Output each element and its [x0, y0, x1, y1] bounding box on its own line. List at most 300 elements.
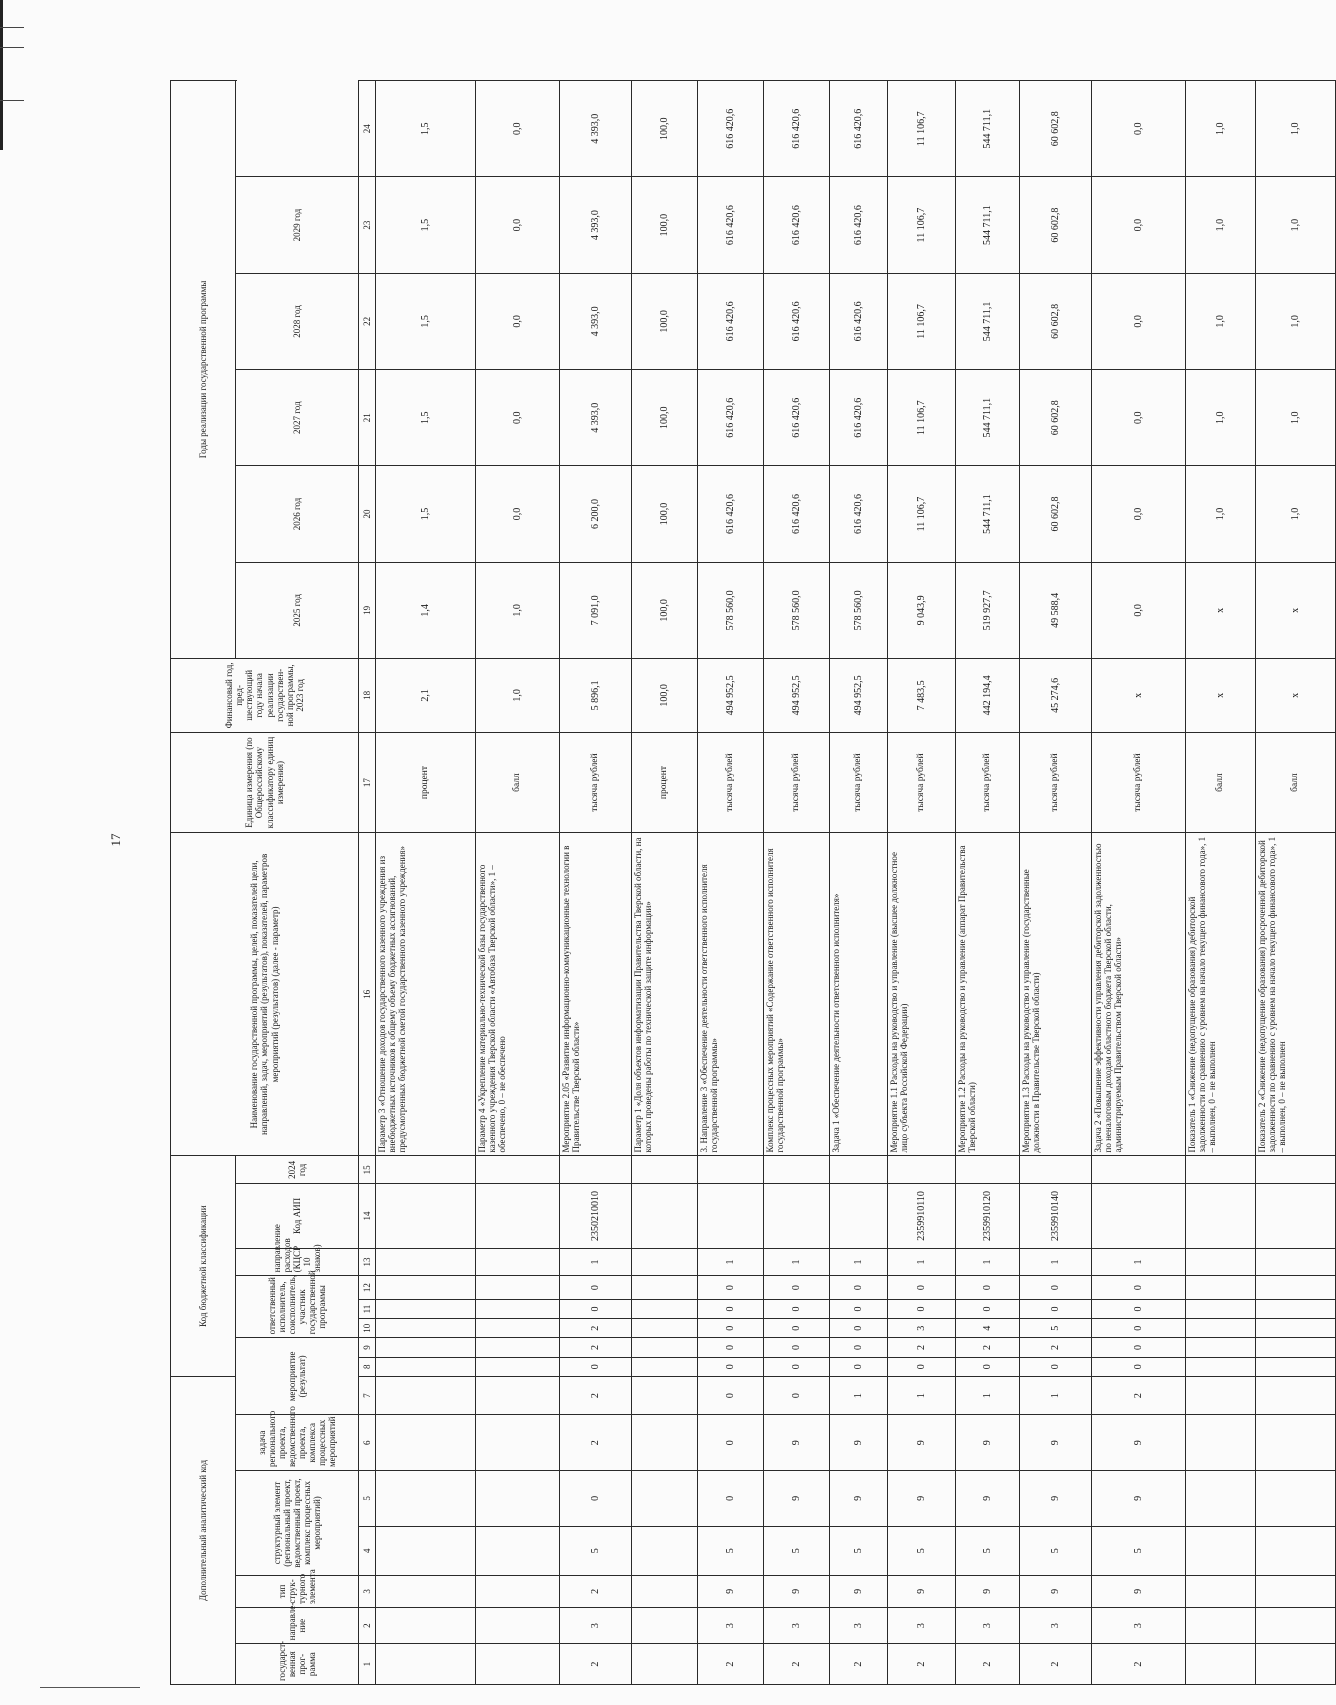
- table-row: [956, 81, 1020, 1685]
- code-cell: 9: [1020, 1575, 1092, 1607]
- scan-line: [0, 100, 24, 101]
- column-index: 11: [359, 1299, 376, 1318]
- code-cell: 0: [956, 1299, 1020, 1318]
- table-row: [1020, 81, 1092, 1685]
- fin-year-value-cell: 7 483,5: [888, 658, 956, 732]
- name-cell: Показатель 2 «Снижение (недопущение образования) просроченной дебиторской задолженности по сравнению с уровнем на начало текущего финансового года», 1 – выполнен, 0 – не выполнен: [1256, 833, 1336, 1156]
- code-cell: [1256, 1575, 1336, 1607]
- header-aip: Код АИП: [236, 1184, 359, 1248]
- year-value-cell: х: [1186, 562, 1256, 658]
- code-cell: [632, 1575, 698, 1607]
- code-cell: 1: [1020, 1248, 1092, 1276]
- column-index: 24: [359, 81, 376, 177]
- code-cell: [956, 1156, 1020, 1184]
- code-cell: 2359910140: [1020, 1184, 1092, 1248]
- scan-line: [40, 1687, 140, 1688]
- code-cell: 0: [888, 1357, 956, 1376]
- code-cell: 1: [956, 1376, 1020, 1415]
- code-cell: [376, 1184, 476, 1248]
- year-value-cell: 1,0: [1256, 466, 1336, 562]
- header-struct-element: структурный элемент (региональный проект, ведомственный проект, комплекс процессных мероприятий): [236, 1471, 359, 1576]
- header-task: задача регионального проекта, ведомственного проекта, комплекса процессных мероприятий: [236, 1415, 359, 1471]
- table-row: [1186, 81, 1256, 1685]
- fin-year-value-cell: 45 274,6: [1020, 658, 1092, 732]
- code-cell: 0: [1092, 1276, 1186, 1300]
- code-cell: 0: [764, 1357, 830, 1376]
- column-index: 7: [359, 1376, 376, 1415]
- code-cell: [476, 1184, 560, 1248]
- year-value-cell: 616 420,6: [698, 81, 764, 177]
- header-group-analytic: Дополнительный аналитический код: [171, 1376, 236, 1684]
- name-cell: 3. Направление 3 «Обеспечение деятельности ответственного исполнителя государственной программы»: [698, 833, 764, 1156]
- code-cell: 2: [560, 1319, 632, 1338]
- code-cell: 9: [956, 1471, 1020, 1527]
- code-cell: 0: [698, 1471, 764, 1527]
- year-value-cell: 616 420,6: [830, 370, 888, 466]
- year-value-cell: 11 106,7: [888, 273, 956, 369]
- code-cell: 0: [888, 1299, 956, 1318]
- code-cell: 9: [1020, 1471, 1092, 1527]
- code-cell: [376, 1526, 476, 1575]
- column-index: 19: [359, 562, 376, 658]
- code-cell: 2350210010: [560, 1184, 632, 1248]
- code-cell: [632, 1319, 698, 1338]
- code-cell: 3: [888, 1319, 956, 1338]
- scan-line: [0, 47, 24, 48]
- unit-cell: тысяча рублей: [560, 732, 632, 833]
- code-cell: [376, 1607, 476, 1643]
- code-cell: 0: [1092, 1338, 1186, 1357]
- unit-cell: процент: [632, 732, 698, 833]
- header-year: 2027 год: [236, 370, 359, 466]
- code-cell: [1256, 1156, 1336, 1184]
- code-cell: [476, 1156, 560, 1184]
- code-cell: [888, 1156, 956, 1184]
- name-cell: Мероприятие 1.3 Расходы на руководство и управление (государственные должности в Правительстве Тверской области): [1020, 833, 1092, 1156]
- page-number: 17: [108, 833, 123, 847]
- code-cell: [1256, 1376, 1336, 1415]
- code-cell: 2: [560, 1415, 632, 1471]
- year-value-cell: 1,0: [1186, 370, 1256, 466]
- year-value-cell: 4 393,0: [560, 177, 632, 273]
- code-cell: 1: [956, 1248, 1020, 1276]
- code-cell: [1186, 1276, 1256, 1300]
- code-cell: [1186, 1338, 1256, 1357]
- year-value-cell: 100,0: [632, 81, 698, 177]
- code-cell: [698, 1156, 764, 1184]
- unit-cell: тысяча рублей: [956, 732, 1020, 833]
- code-cell: [476, 1299, 560, 1318]
- code-cell: 0: [560, 1357, 632, 1376]
- code-cell: [632, 1376, 698, 1415]
- code-cell: [764, 1184, 830, 1248]
- code-cell: 2: [560, 1644, 632, 1685]
- code-cell: 5: [1020, 1319, 1092, 1338]
- code-cell: 2: [956, 1644, 1020, 1685]
- header-program: государст-венная прог-рамма: [236, 1644, 359, 1685]
- code-cell: 4: [956, 1319, 1020, 1338]
- code-cell: 0: [764, 1299, 830, 1318]
- year-value-cell: 100,0: [632, 370, 698, 466]
- year-value-cell: 60 602,8: [1020, 466, 1092, 562]
- year-value-cell: 100,0: [632, 466, 698, 562]
- column-index: 18: [359, 658, 376, 732]
- unit-cell: балл: [1186, 732, 1256, 833]
- year-value-cell: 6 200,0: [560, 466, 632, 562]
- code-cell: [376, 1299, 476, 1318]
- table-body: [376, 81, 1336, 1685]
- code-cell: 2: [560, 1338, 632, 1357]
- year-value-cell: 1,5: [376, 177, 476, 273]
- code-cell: 9: [1092, 1415, 1186, 1471]
- column-index: 1: [359, 1644, 376, 1685]
- scan-edge-mark: [0, 0, 3, 150]
- code-cell: 9: [830, 1415, 888, 1471]
- code-cell: 1: [888, 1248, 956, 1276]
- code-cell: 3: [560, 1607, 632, 1643]
- code-cell: [376, 1248, 476, 1276]
- table-row: [1256, 81, 1336, 1685]
- year-value-cell: 616 420,6: [830, 466, 888, 562]
- unit-cell: тысяча рублей: [698, 732, 764, 833]
- fin-year-value-cell: 2,1: [376, 658, 476, 732]
- code-cell: [560, 1156, 632, 1184]
- year-value-cell: 616 420,6: [764, 81, 830, 177]
- code-cell: 2: [698, 1644, 764, 1685]
- name-cell: Задача 2 «Повышение эффективности управления дебиторской задолженностью по неналоговым доходам областного бюджета Тверской области, администрируемым Правительством Тверской области»: [1092, 833, 1186, 1156]
- code-cell: 2: [1092, 1376, 1186, 1415]
- fin-year-value-cell: х: [1092, 658, 1186, 732]
- code-cell: 1: [888, 1376, 956, 1415]
- fin-year-value-cell: 442 194,4: [956, 658, 1020, 732]
- code-cell: 5: [764, 1526, 830, 1575]
- year-value-cell: 1,0: [1256, 81, 1336, 177]
- year-value-cell: 0,0: [476, 466, 560, 562]
- header-group-years: Годы реализации государственной программы: [171, 81, 236, 659]
- year-value-cell: 544 711,1: [956, 370, 1020, 466]
- code-cell: 1: [698, 1248, 764, 1276]
- header-executor: ответственный исполнитель, соисполнитель, участник государственной программы: [236, 1276, 359, 1338]
- fin-year-value-cell: 494 952,5: [830, 658, 888, 732]
- code-cell: 9: [830, 1575, 888, 1607]
- year-value-cell: 1,5: [376, 370, 476, 466]
- code-cell: 2: [1020, 1644, 1092, 1685]
- column-index: 13: [359, 1248, 376, 1276]
- unit-cell: тысяча рублей: [888, 732, 956, 833]
- fin-year-value-cell: 494 952,5: [764, 658, 830, 732]
- code-cell: 0: [560, 1471, 632, 1527]
- column-index: 16: [359, 833, 376, 1156]
- code-cell: 0: [1020, 1276, 1092, 1300]
- unit-cell: тысяча рублей: [1092, 732, 1186, 833]
- code-cell: [1256, 1471, 1336, 1527]
- code-cell: 0: [698, 1319, 764, 1338]
- code-cell: 9: [764, 1471, 830, 1527]
- year-value-cell: 1,0: [476, 562, 560, 658]
- code-cell: 5: [1092, 1526, 1186, 1575]
- fin-year-value-cell: х: [1256, 658, 1336, 732]
- code-cell: 2: [830, 1644, 888, 1685]
- column-index: 12: [359, 1276, 376, 1300]
- year-value-cell: 0,0: [476, 81, 560, 177]
- code-cell: [1256, 1415, 1336, 1471]
- code-cell: 2: [560, 1376, 632, 1415]
- code-cell: 9: [830, 1471, 888, 1527]
- code-cell: [632, 1276, 698, 1300]
- year-value-cell: 60 602,8: [1020, 370, 1092, 466]
- name-cell: Параметр 1 «Доля объектов информатизации Правительства Тверской области, на которых проведены работы по технической защите информации»: [632, 833, 698, 1156]
- code-cell: [632, 1338, 698, 1357]
- code-cell: [476, 1526, 560, 1575]
- code-cell: 2359910110: [888, 1184, 956, 1248]
- year-value-cell: 4 393,0: [560, 273, 632, 369]
- header-year: 2026 год: [236, 466, 359, 562]
- code-cell: [1186, 1415, 1256, 1471]
- unit-cell: тысяча рублей: [830, 732, 888, 833]
- code-cell: [1256, 1526, 1336, 1575]
- year-value-cell: 616 420,6: [830, 177, 888, 273]
- year-value-cell: 616 420,6: [830, 81, 888, 177]
- code-cell: [476, 1644, 560, 1685]
- fin-year-value-cell: 494 952,5: [698, 658, 764, 732]
- year-value-cell: 1,0: [1256, 273, 1336, 369]
- column-index: 10: [359, 1319, 376, 1338]
- code-cell: [476, 1575, 560, 1607]
- budget-table: [170, 80, 1336, 1685]
- year-value-cell: 1,0: [1186, 273, 1256, 369]
- code-cell: [1186, 1607, 1256, 1643]
- code-cell: [376, 1376, 476, 1415]
- unit-cell: тысяча рублей: [1020, 732, 1092, 833]
- header-expense: направление расходов (КЦСР 10 знаков): [236, 1248, 359, 1276]
- code-cell: [830, 1156, 888, 1184]
- year-value-cell: 544 711,1: [956, 273, 1020, 369]
- code-cell: [376, 1471, 476, 1527]
- unit-cell: процент: [376, 732, 476, 833]
- code-cell: 1: [1092, 1248, 1186, 1276]
- table-row: [888, 81, 956, 1685]
- code-cell: 5: [560, 1526, 632, 1575]
- code-cell: [632, 1299, 698, 1318]
- table-row: [830, 81, 888, 1685]
- code-cell: [476, 1276, 560, 1300]
- header-struct-type: тип струк-турного элемента: [236, 1575, 359, 1607]
- year-value-cell: 616 420,6: [698, 177, 764, 273]
- unit-cell: балл: [1256, 732, 1336, 833]
- name-cell: Мероприятие 1.1 Расходы на руководство и управление (высшее должностное лицо субъекта Российской Федерации): [888, 833, 956, 1156]
- year-value-cell: 0,0: [1092, 370, 1186, 466]
- code-cell: [1256, 1607, 1336, 1643]
- code-cell: 3: [830, 1607, 888, 1643]
- code-cell: [698, 1184, 764, 1248]
- code-cell: 0: [1020, 1357, 1092, 1376]
- year-value-cell: 616 420,6: [764, 177, 830, 273]
- year-value-cell: 616 420,6: [764, 466, 830, 562]
- year-value-cell: 616 420,6: [698, 370, 764, 466]
- code-cell: 9: [1092, 1471, 1186, 1527]
- code-cell: [476, 1415, 560, 1471]
- year-value-cell: 616 420,6: [830, 273, 888, 369]
- name-cell: Мероприятие 1.2 Расходы на руководство и управление (аппарат Правительства Тверской области): [956, 833, 1020, 1156]
- year-value-cell: 1,0: [1186, 466, 1256, 562]
- code-cell: [1186, 1526, 1256, 1575]
- code-cell: 2: [1092, 1644, 1186, 1685]
- code-cell: 0: [1020, 1299, 1092, 1318]
- code-cell: [476, 1248, 560, 1276]
- year-value-cell: 11 106,7: [888, 81, 956, 177]
- code-cell: 2: [1020, 1338, 1092, 1357]
- column-index: 21: [359, 370, 376, 466]
- code-cell: 3: [888, 1607, 956, 1643]
- code-cell: [764, 1156, 830, 1184]
- year-value-cell: 0,0: [476, 177, 560, 273]
- code-cell: 0: [764, 1319, 830, 1338]
- year-value-cell: 578 560,0: [764, 562, 830, 658]
- year-value-cell: 0,0: [476, 273, 560, 369]
- fin-year-value-cell: 100,0: [632, 658, 698, 732]
- code-cell: [1256, 1248, 1336, 1276]
- code-cell: [632, 1526, 698, 1575]
- code-cell: 1: [560, 1248, 632, 1276]
- code-cell: [1186, 1471, 1256, 1527]
- code-cell: 0: [698, 1376, 764, 1415]
- column-index: 4: [359, 1526, 376, 1575]
- unit-cell: балл: [476, 732, 560, 833]
- column-index: 15: [359, 1156, 376, 1184]
- code-cell: 2359910120: [956, 1184, 1020, 1248]
- header-event: мероприятие (результат): [236, 1338, 359, 1415]
- code-cell: [1256, 1319, 1336, 1338]
- column-index: 8: [359, 1357, 376, 1376]
- code-cell: [476, 1376, 560, 1415]
- code-cell: [1256, 1276, 1336, 1300]
- code-cell: [476, 1607, 560, 1643]
- scan-line: [0, 27, 24, 28]
- code-cell: [1186, 1184, 1256, 1248]
- fin-year-value-cell: 5 896,1: [560, 658, 632, 732]
- code-cell: 0: [764, 1376, 830, 1415]
- name-cell: Мероприятие 2.05 «Развитие информационно-коммуникационные технологии в Правительстве Тверской области»: [560, 833, 632, 1156]
- code-cell: 3: [1020, 1607, 1092, 1643]
- code-cell: 9: [888, 1471, 956, 1527]
- year-value-cell: 0,0: [1092, 562, 1186, 658]
- year-value-cell: 7 091,0: [560, 562, 632, 658]
- column-index: 23: [359, 177, 376, 273]
- code-cell: 2: [764, 1644, 830, 1685]
- code-cell: [632, 1184, 698, 1248]
- code-cell: [632, 1471, 698, 1527]
- column-index: 3: [359, 1575, 376, 1607]
- code-cell: 9: [888, 1575, 956, 1607]
- year-value-cell: 0,0: [1092, 81, 1186, 177]
- code-cell: 9: [764, 1415, 830, 1471]
- year-value-cell: 60 602,8: [1020, 273, 1092, 369]
- code-cell: 2: [888, 1338, 956, 1357]
- year-value-cell: 1,0: [1256, 370, 1336, 466]
- code-cell: 0: [698, 1338, 764, 1357]
- code-cell: [476, 1357, 560, 1376]
- code-cell: 9: [888, 1415, 956, 1471]
- code-cell: 0: [764, 1276, 830, 1300]
- code-cell: [1256, 1644, 1336, 1685]
- year-value-cell: 578 560,0: [830, 562, 888, 658]
- code-cell: 9: [764, 1575, 830, 1607]
- code-cell: [376, 1319, 476, 1338]
- column-index: 17: [359, 732, 376, 833]
- name-cell: Показатель 1 «Снижение (недопущение образования) дебиторской задолженности по сравнению с уровнем на начало текущего финансового года», 1 – выполнен, 0 – не выполнен: [1186, 833, 1256, 1156]
- year-value-cell: 4 393,0: [560, 81, 632, 177]
- code-cell: 3: [698, 1607, 764, 1643]
- code-cell: 0: [698, 1276, 764, 1300]
- name-cell: Задача 1 «Обеспечение деятельности ответственного исполнителя»: [830, 833, 888, 1156]
- name-cell: Параметр 3 «Отношение доходов государственного казенного учреждения из внебюджетных источников к общему объему бюджетных ассигнований, предусмотренных бюджетной сметой государственного казенного учреждения»: [376, 833, 476, 1156]
- header-year: 2029 год: [236, 177, 359, 273]
- column-index: 2: [359, 1607, 376, 1643]
- code-cell: 5: [698, 1526, 764, 1575]
- name-cell: Комплекс процессных мероприятий «Содержание ответственного исполнителя государственной программы»: [764, 833, 830, 1156]
- code-cell: 0: [1092, 1357, 1186, 1376]
- code-cell: [1092, 1184, 1186, 1248]
- code-cell: 9: [698, 1575, 764, 1607]
- code-cell: [376, 1156, 476, 1184]
- code-cell: [1256, 1338, 1336, 1357]
- code-cell: 0: [698, 1299, 764, 1318]
- code-cell: 0: [888, 1276, 956, 1300]
- year-value-cell: 11 106,7: [888, 370, 956, 466]
- code-cell: 5: [888, 1526, 956, 1575]
- code-cell: [376, 1644, 476, 1685]
- code-cell: 0: [698, 1357, 764, 1376]
- year-value-cell: 578 560,0: [698, 562, 764, 658]
- code-cell: 0: [830, 1299, 888, 1318]
- code-cell: [1186, 1376, 1256, 1415]
- code-cell: 0: [698, 1415, 764, 1471]
- table-header: [171, 81, 376, 1685]
- fin-year-value-cell: х: [1186, 658, 1256, 732]
- column-index: 22: [359, 273, 376, 369]
- column-index: 20: [359, 466, 376, 562]
- header-name: Наименование государственной программы, целей, показателей цели, направлений, задач, мероприятий (результатов), показателей, параметров мероприятий (результатов) (далее - параметр): [171, 833, 359, 1156]
- year-value-cell: 60 602,8: [1020, 177, 1092, 273]
- code-cell: [632, 1357, 698, 1376]
- year-value-cell: 544 711,1: [956, 466, 1020, 562]
- year-value-cell: 544 711,1: [956, 81, 1020, 177]
- name-cell: Параметр 4 «Укрепление материально-технической базы государственного казенного учреждения Тверской области «Автобаза Тверской области», 1 – обеспечено, 0 – не обеспечено: [476, 833, 560, 1156]
- code-cell: 3: [764, 1607, 830, 1643]
- code-cell: 0: [830, 1319, 888, 1338]
- year-value-cell: х: [1256, 562, 1336, 658]
- year-value-cell: 11 106,7: [888, 177, 956, 273]
- code-cell: 2: [560, 1575, 632, 1607]
- code-cell: [1256, 1299, 1336, 1318]
- code-cell: [1256, 1357, 1336, 1376]
- code-cell: [1092, 1156, 1186, 1184]
- year-value-cell: 4 393,0: [560, 370, 632, 466]
- code-cell: 9: [956, 1415, 1020, 1471]
- header-unit: Единица измерения (по Общероссийскому классификатору единиц измерения): [171, 732, 359, 833]
- code-cell: [1186, 1299, 1256, 1318]
- code-cell: [632, 1644, 698, 1685]
- year-value-cell: 60 602,8: [1020, 81, 1092, 177]
- code-cell: 1: [1020, 1376, 1092, 1415]
- code-cell: [376, 1575, 476, 1607]
- code-cell: [1186, 1248, 1256, 1276]
- code-cell: [632, 1248, 698, 1276]
- code-cell: 0: [956, 1276, 1020, 1300]
- year-value-cell: 0,0: [1092, 466, 1186, 562]
- year-value-cell: 616 420,6: [764, 273, 830, 369]
- code-cell: 9: [1092, 1575, 1186, 1607]
